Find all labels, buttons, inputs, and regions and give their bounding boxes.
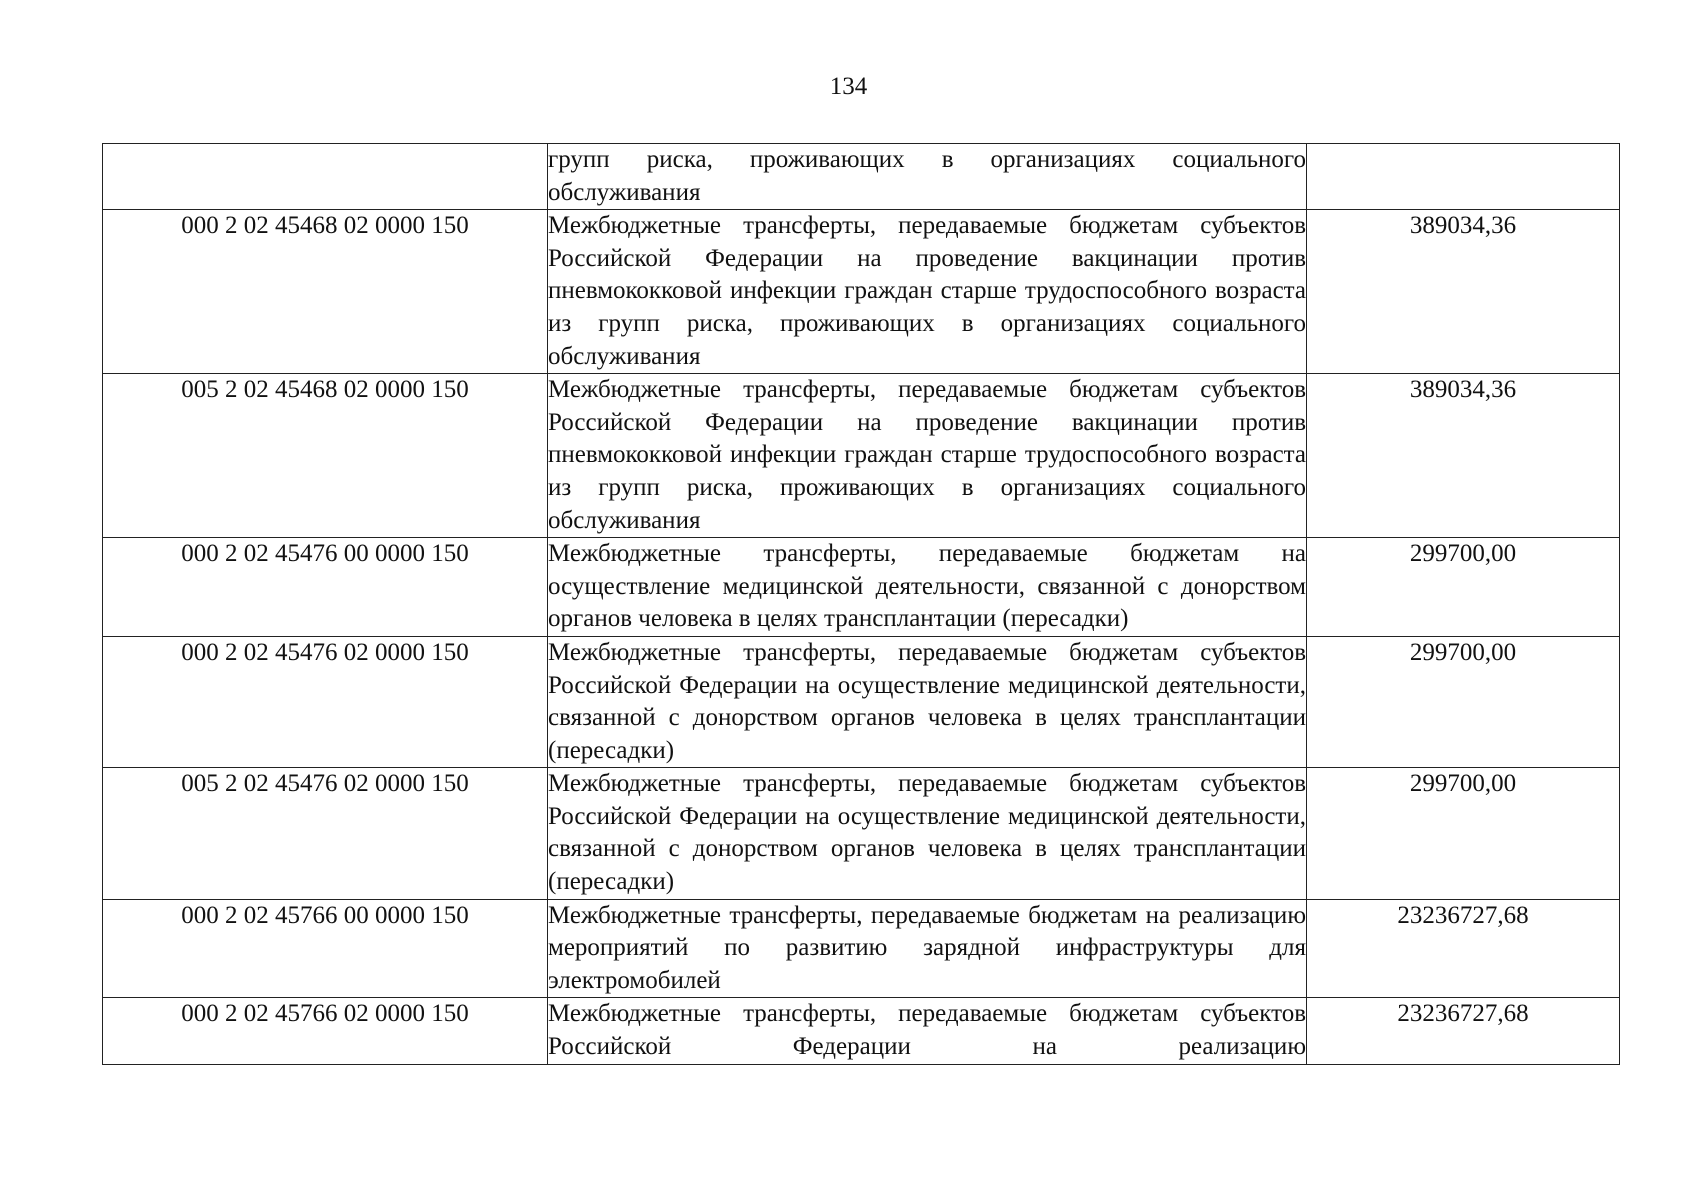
description-cell: Межбюджетные трансферты, передаваемые бюджетам субъектов Российской Федерации на реализацию — [548, 998, 1307, 1064]
table-row — [103, 636, 1620, 767]
amount-cell: 299700,00 — [1307, 636, 1620, 767]
description-cell: Межбюджетные трансферты, передаваемые бюджетам субъектов Российской Федерации на проведение вакцинации против пневмококковой инфекции граждан старше трудоспособного возраста из групп риска, проживающих в организациях социального обслуживания — [548, 210, 1307, 374]
budget-code-cell: 005 2 02 45476 02 0000 150 — [103, 768, 548, 899]
description-cell: Межбюджетные трансферты, передаваемые бюджетам на реализацию мероприятий по развитию зарядной инфраструктуры для электромобилей — [548, 899, 1307, 998]
budget-code-cell: 000 2 02 45476 02 0000 150 — [103, 636, 548, 767]
table-row — [103, 144, 1620, 210]
budget-revenue-table — [102, 143, 1620, 1065]
table-row — [103, 998, 1620, 1064]
table-row — [103, 374, 1620, 538]
budget-code-cell: 000 2 02 45766 00 0000 150 — [103, 899, 548, 998]
amount-cell: 23236727,68 — [1307, 998, 1620, 1064]
description-cell: групп риска, проживающих в организациях социального обслуживания — [548, 144, 1307, 210]
budget-code-cell: 000 2 02 45766 02 0000 150 — [103, 998, 548, 1064]
description-cell: Межбюджетные трансферты, передаваемые бюджетам субъектов Российской Федерации на осуществление медицинской деятельности, связанной с донорством органов человека в целях трансплантации (пересадки) — [548, 768, 1307, 899]
budget-code-cell: 005 2 02 45468 02 0000 150 — [103, 374, 548, 538]
amount-cell: 299700,00 — [1307, 768, 1620, 899]
table-row — [103, 538, 1620, 637]
amount-cell: 389034,36 — [1307, 374, 1620, 538]
amount-cell: 299700,00 — [1307, 538, 1620, 637]
description-cell: Межбюджетные трансферты, передаваемые бюджетам на осуществление медицинской деятельности, связанной с донорством органов человека в целях трансплантации (пересадки) — [548, 538, 1307, 637]
description-cell: Межбюджетные трансферты, передаваемые бюджетам субъектов Российской Федерации на проведение вакцинации против пневмококковой инфекции граждан старше трудоспособного возраста из групп риска, проживающих в организациях социального обслуживания — [548, 374, 1307, 538]
amount-cell: 389034,36 — [1307, 210, 1620, 374]
description-cell: Межбюджетные трансферты, передаваемые бюджетам субъектов Российской Федерации на осуществление медицинской деятельности, связанной с донорством органов человека в целях трансплантации (пересадки) — [548, 636, 1307, 767]
table-row — [103, 899, 1620, 998]
amount-cell — [1307, 144, 1620, 210]
table-row — [103, 210, 1620, 374]
amount-cell: 23236727,68 — [1307, 899, 1620, 998]
budget-code-cell: 000 2 02 45476 00 0000 150 — [103, 538, 548, 637]
table-row — [103, 768, 1620, 899]
budget-code-cell — [103, 144, 548, 210]
budget-code-cell: 000 2 02 45468 02 0000 150 — [103, 210, 548, 374]
page-number: 134 — [829, 73, 868, 100]
